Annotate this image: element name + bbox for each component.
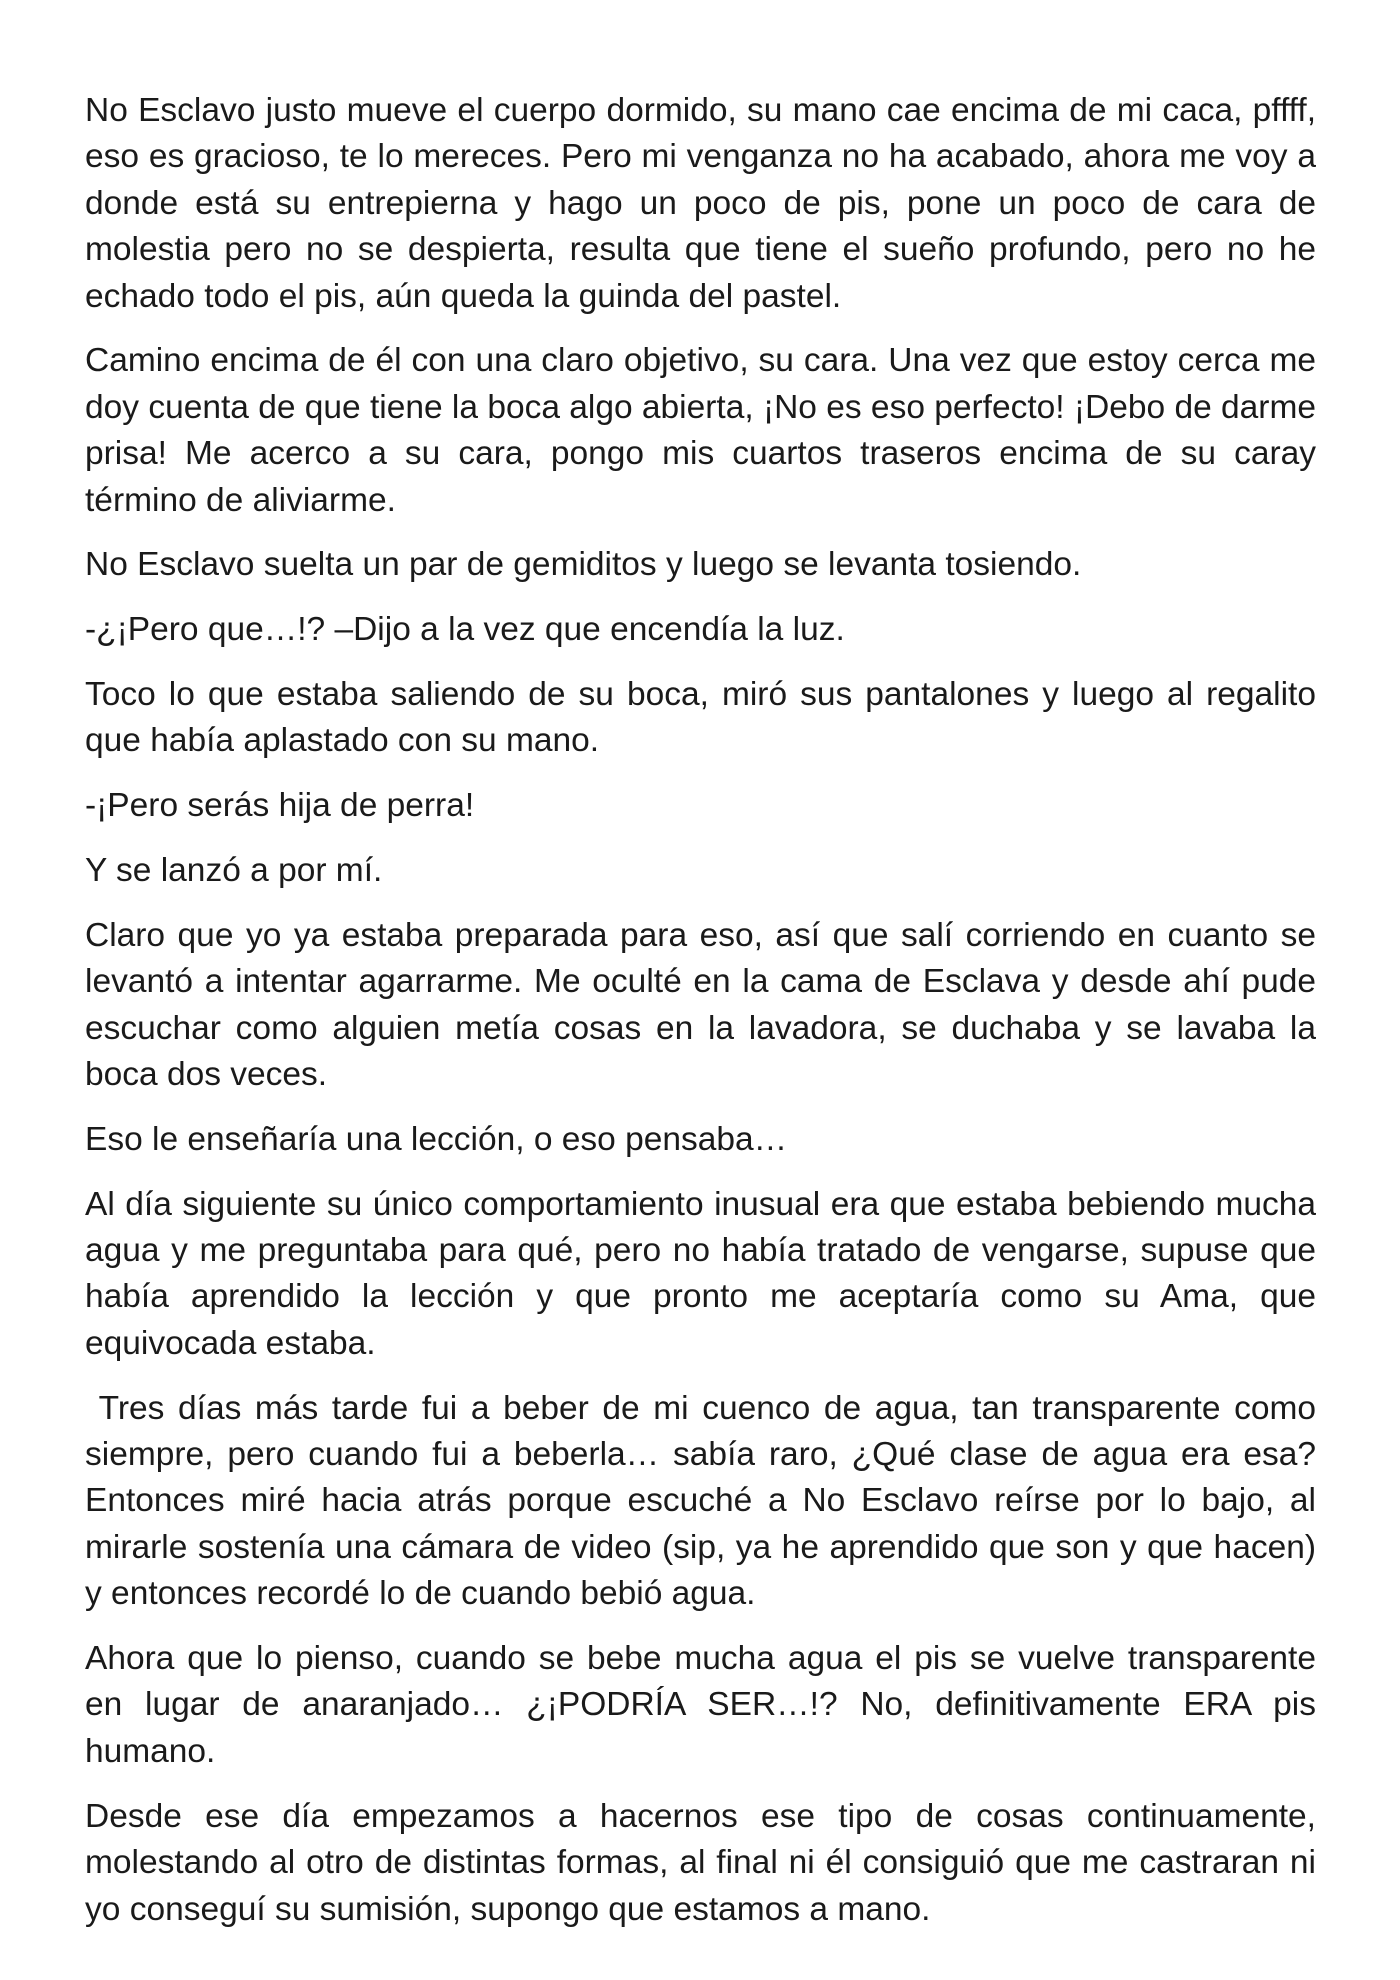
paragraph-9: Eso le enseñaría una lección, o eso pensaba… (85, 1120, 788, 1158)
paragraph-5: Toco lo que estaba saliendo de su boca, miró sus pantalones y luego al regalito que había aplastado con su mano. (85, 676, 1326, 760)
paragraph-10: Al día siguiente su único comportamiento inusual era que estaba bebiendo mucha agua y me preguntaba para qué, pero no había tratado de vengarse, supuse que había aprendido la lección y que pronto me aceptaría como su Ama, que equivocada estaba. (85, 1185, 1326, 1362)
paragraph-8: Claro que yo ya estaba preparada para eso, así que salí corriendo en cuanto se levantó a intentar agarrarme. Me oculté en la cama de Esclava y desde ahí pude escuchar como alguien metía cosas en la lavadora, se duchaba y se lavaba la boca dos veces. (85, 916, 1326, 1094)
paragraph-11: Tres días más tarde fui a beber de mi cuenco de agua, tan transparente como siempre, pero cuando fui a beberla… sabía raro, ¿Qué clase de agua era esa? Entonces miré hacia atrás porque escuché a No Esclavo reírse por lo bajo, al mirarle sostenía una cámara de video (sip, ya he aprendido que son y que hacen) y entonces recordé lo de cuando bebió agua. (85, 1389, 1326, 1613)
paragraph-2: Camino encima de él con una claro objetivo, su cara. Una vez que estoy cerca me doy cuenta de que tiene la boca algo abierta, ¡No es eso perfecto! ¡Debo de darme prisa! Me acerco a su cara, pongo mis cuartos traseros encima de su caray término de aliviarme. (85, 342, 1326, 519)
paragraph-1: No Esclavo justo mueve el cuerpo dormido, su mano cae encima de mi caca, pffff, eso es gracioso, te lo mereces. Pero mi venganza no ha acabado, ahora me voy a donde está su entrepierna y hago un poco de pis, pone un poco de cara de molestia pero no se despierta, resulta que tiene el sueño profundo, pero no he echado todo el pis, aún queda la guinda del pastel. (85, 92, 1326, 315)
paragraph-3: No Esclavo suelta un par de gemiditos y luego se levanta tosiendo. (85, 546, 1082, 584)
paragraph-13: Desde ese día empezamos a hacernos ese tipo de cosas continuamente, molestando al otro de distintas formas, al final ni él consiguió que me castraran ni yo conseguí su sumisión, supongo que estamos a mano. (85, 1797, 1326, 1928)
paragraph-12: Ahora que lo pienso, cuando se bebe mucha agua el pis se vuelve transparente en lugar de anaranjado… ¿¡PODRÍA SER…!? No, definitivamente ERA pis humano. (85, 1640, 1326, 1770)
paragraph-4-dialogue: -¿¡Pero que…!? –Dijo a la vez que encendía la luz. (85, 611, 845, 649)
paragraph-6-dialogue: -¡Pero serás hija de perra! (85, 787, 475, 825)
paragraph-7: Y se lanzó a por mí. (85, 852, 383, 890)
